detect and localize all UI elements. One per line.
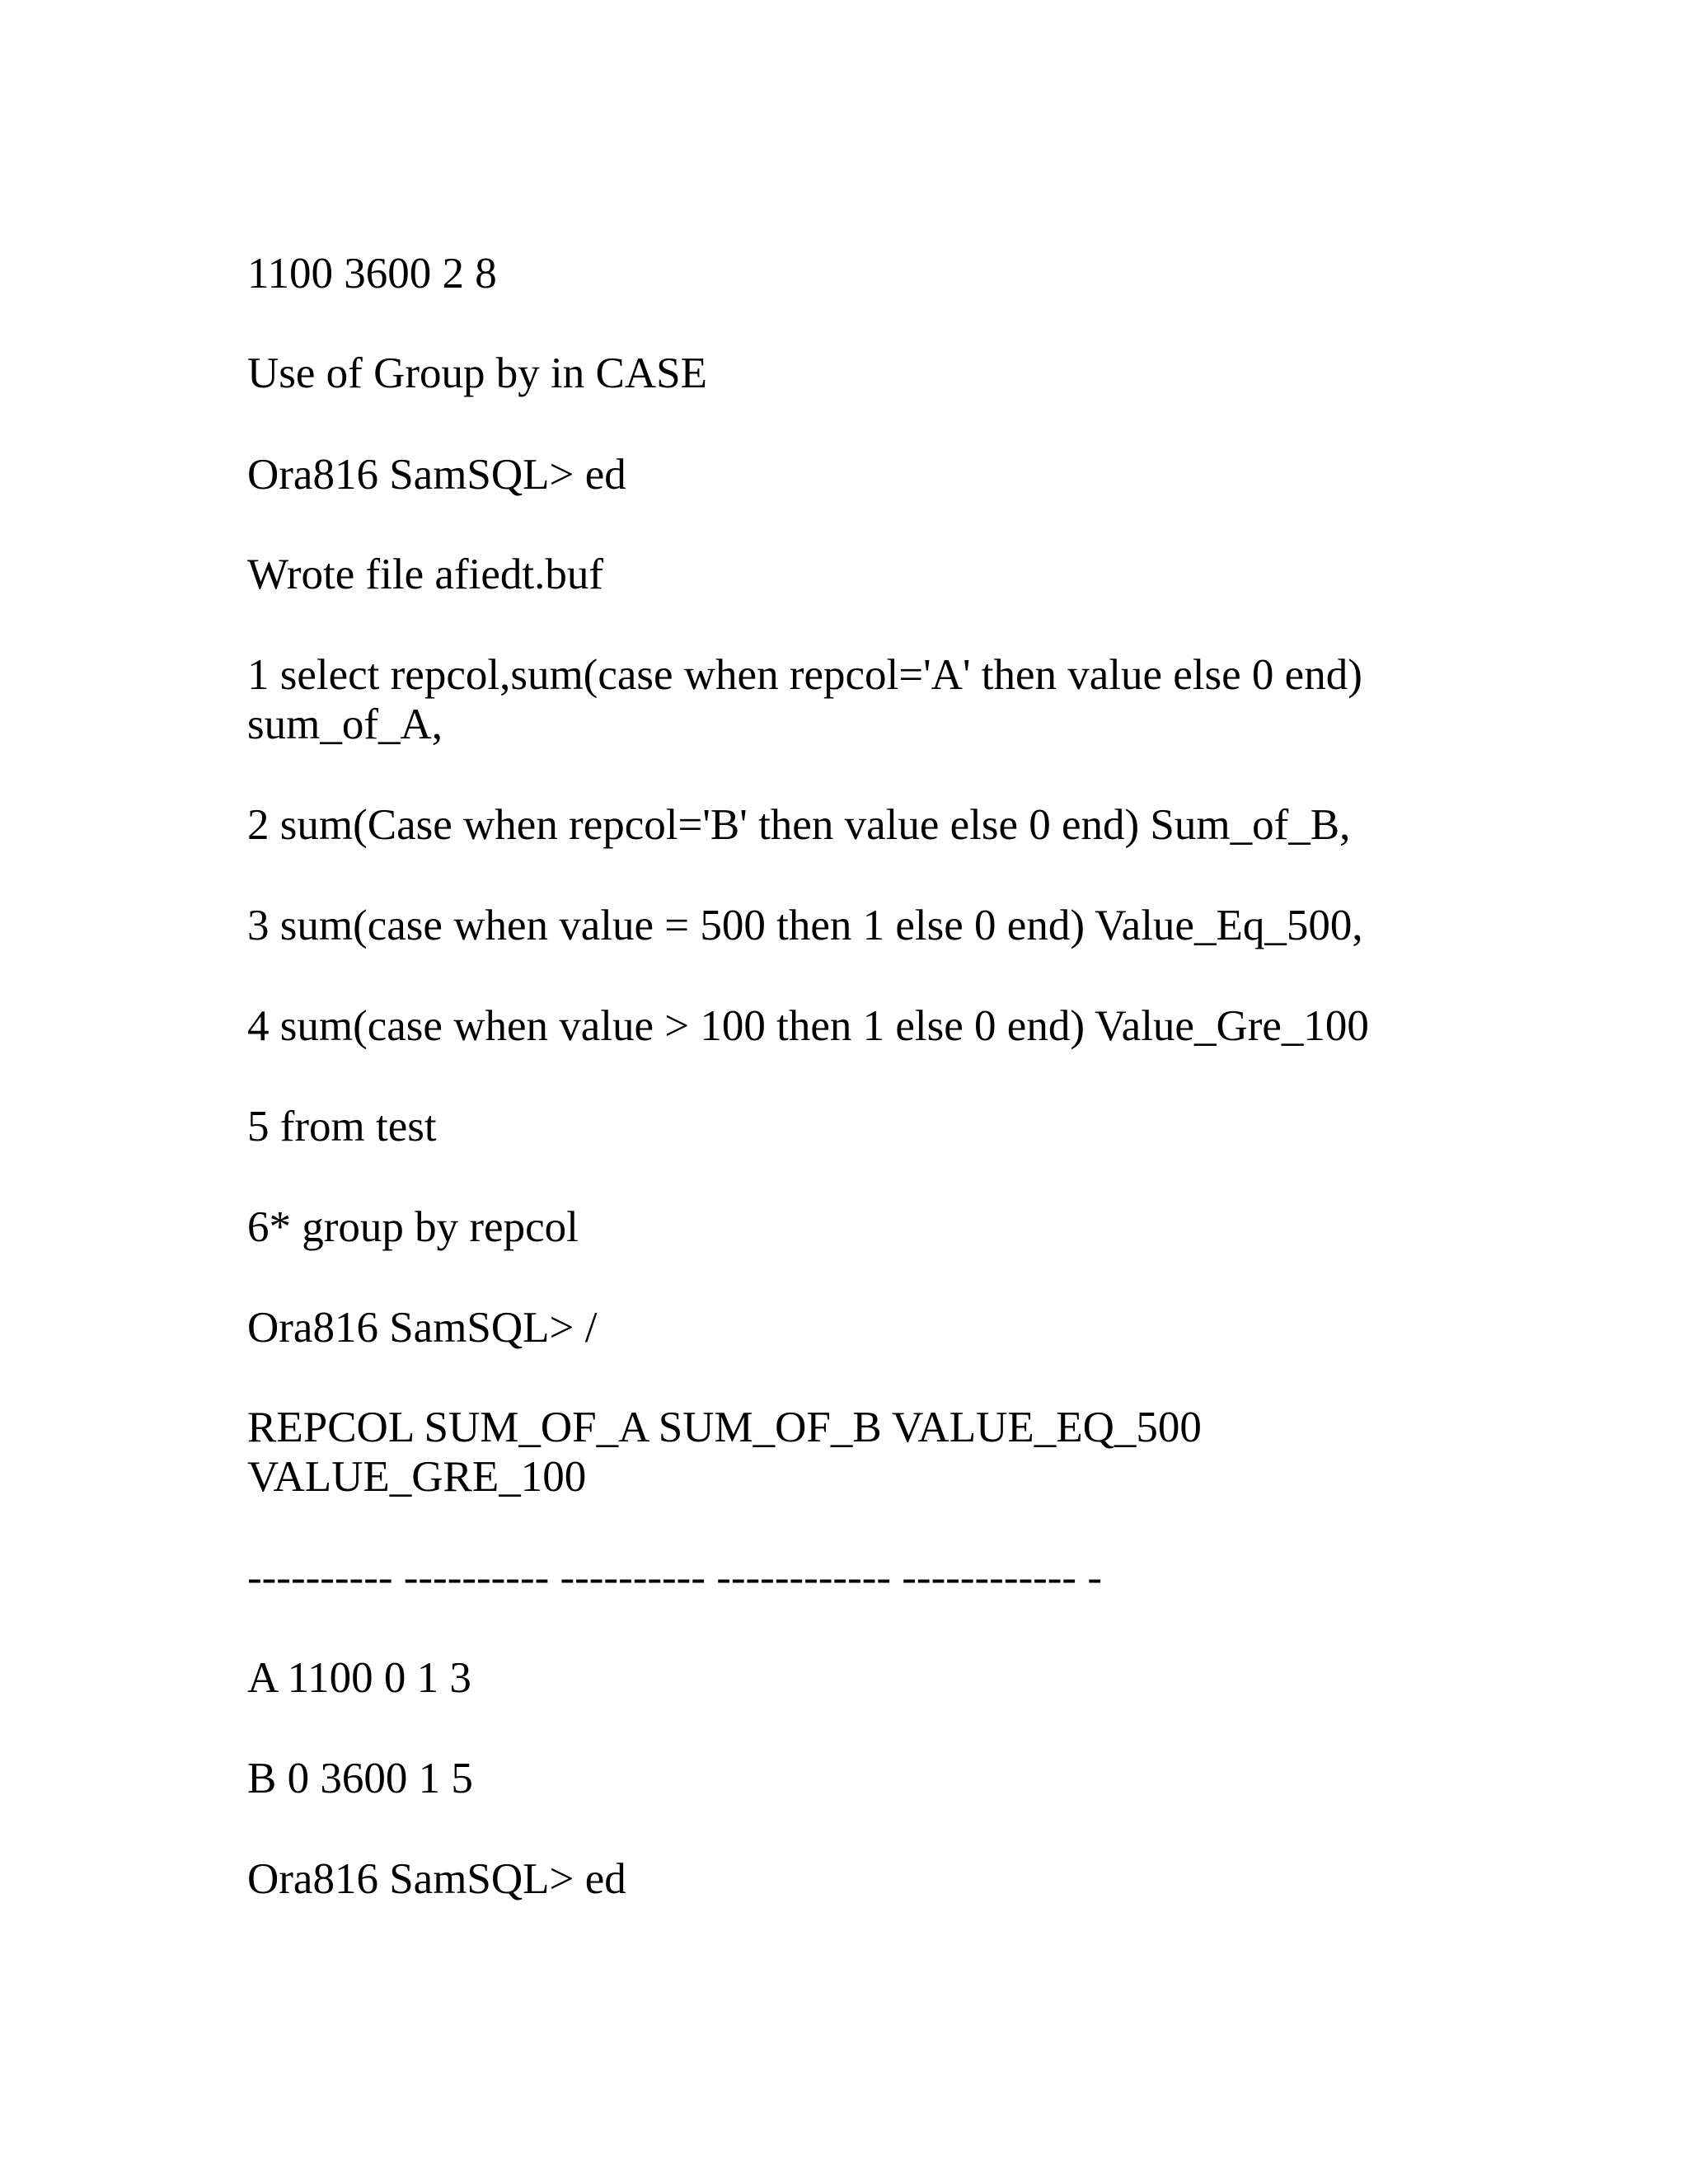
sql-line-2: 2 sum(Case when repcol='B' then value else 0 end) Sum_of_B, [247, 801, 1351, 849]
sql-line-5: 5 from test [247, 1103, 437, 1151]
sql-prompt-run: Ora816 SamSQL> / [247, 1304, 598, 1352]
wrote-file-line: Wrote file afiedt.buf [247, 551, 603, 598]
sql-prompt-ed-final: Ora816 SamSQL> ed [247, 1855, 626, 1903]
result-row-totals: 1100 3600 2 8 [247, 250, 497, 298]
sql-line-6: 6* group by repcol [247, 1203, 579, 1251]
result-row-b: B 0 3600 1 5 [247, 1755, 473, 1802]
sql-line-1: 1 select repcol,sum(case when repcol='A' then value else 0 end) sum_of_A, [247, 651, 1362, 748]
result-separator: ---------- ---------- ---------- ------------ ------------ - [247, 1554, 1102, 1601]
sql-line-3: 3 sum(case when value = 500 then 1 else 0 end) Value_Eq_500, [247, 902, 1363, 949]
result-header: REPCOL SUM_OF_A SUM_OF_B VALUE_EQ_500 VALUE_GRE_100 [247, 1404, 1202, 1501]
result-row-a: A 1100 0 1 3 [247, 1654, 471, 1702]
sql-line-4: 4 sum(case when value > 100 then 1 else 0 end) Value_Gre_100 [247, 1002, 1369, 1050]
section-heading: Use of Group by in CASE [247, 349, 707, 397]
sql-prompt-ed: Ora816 SamSQL> ed [247, 451, 626, 499]
